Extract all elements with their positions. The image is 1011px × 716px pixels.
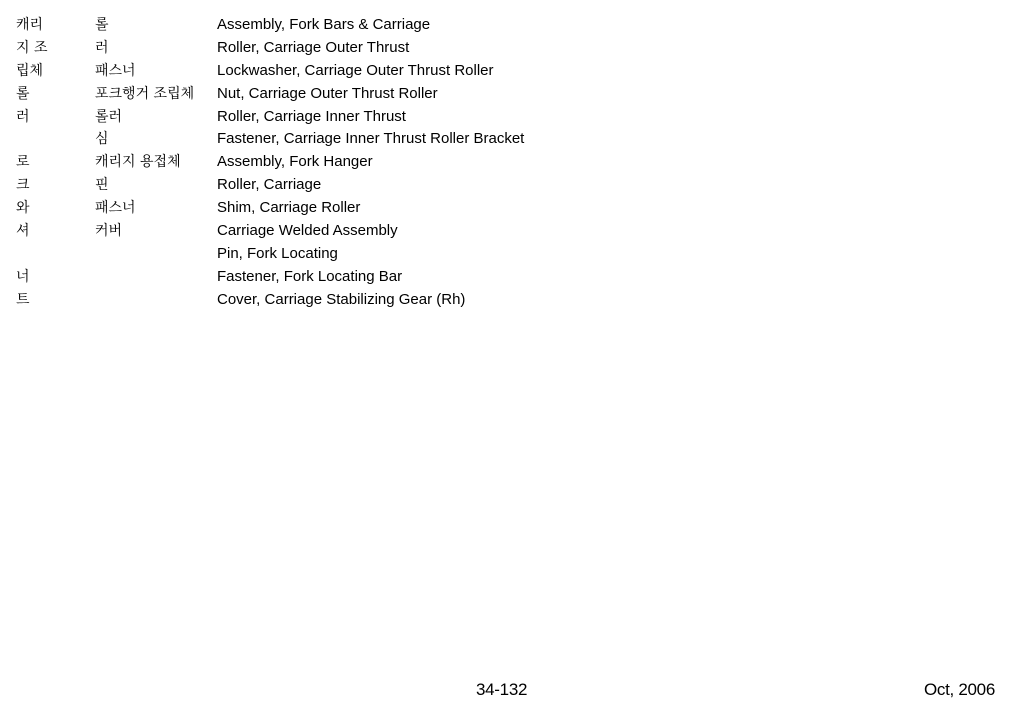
korean-term-line: 롤러 (95, 108, 123, 125)
korean-term-line (16, 243, 48, 266)
part-name-line: Fastener, Fork Locating Bar (217, 267, 403, 285)
korean-term-line: 지 조 (16, 39, 48, 56)
korean-term-line: 롤 (16, 85, 30, 102)
korean-term-line: 핀 (95, 177, 109, 194)
part-name-line: Roller, Carriage Outer Thrust (217, 38, 410, 56)
english-parts-column (217, 14, 524, 312)
korean-term-line: 러 (16, 108, 30, 125)
korean-term-line: 셔 (16, 223, 30, 240)
part-name-line: Pin, Fork Locating (217, 244, 338, 262)
korean-term-line: 너 (16, 268, 30, 285)
korean-term-line: 롤 (95, 17, 109, 33)
korean-term-line: 포크행거 조립체 (95, 85, 195, 102)
part-name-line: Cover, Carriage Stabilizing Gear (Rh) (217, 290, 466, 308)
part-name-line: Roller, Carriage Inner Thrust (217, 107, 406, 125)
korean-term-line: 캐리지 용접체 (95, 154, 181, 171)
korean-term-line: 로 (16, 154, 30, 171)
korean-term-line: 러 (95, 39, 109, 56)
footer-date: Oct, 2006 (923, 680, 995, 699)
korean-term-line: 패스너 (95, 200, 136, 217)
korean-column-2 (95, 14, 194, 243)
part-name-line: Assembly, Fork Hanger (217, 153, 373, 171)
part-name-line: Lockwasher, Carriage Outer Thrust Roller (217, 61, 494, 79)
korean-term-line: 캐리 (16, 17, 44, 33)
part-name-line: Fastener, Carriage Inner Thrust Roller Bracket (217, 130, 525, 148)
korean-term-line: 심 (95, 131, 109, 148)
korean-column-1 (16, 14, 48, 312)
korean-term-line: 트 (16, 291, 30, 308)
page-number: 34-132 (476, 680, 528, 699)
part-name-line: Roller, Carriage (217, 176, 322, 194)
part-name-line: Nut, Carriage Outer Thrust Roller (217, 84, 438, 102)
part-name-line: Shim, Carriage Roller (217, 199, 361, 217)
korean-term-line: 패스너 (95, 62, 136, 79)
part-name-line: Carriage Welded Assembly (217, 222, 398, 240)
korean-term-line: 와 (16, 200, 30, 217)
korean-term-line (16, 128, 48, 151)
korean-term-line: 립체 (16, 62, 44, 79)
part-name-line: Assembly, Fork Bars & Carriage (217, 16, 431, 33)
korean-term-line: 커버 (95, 223, 123, 240)
korean-term-line: 크 (16, 177, 30, 194)
